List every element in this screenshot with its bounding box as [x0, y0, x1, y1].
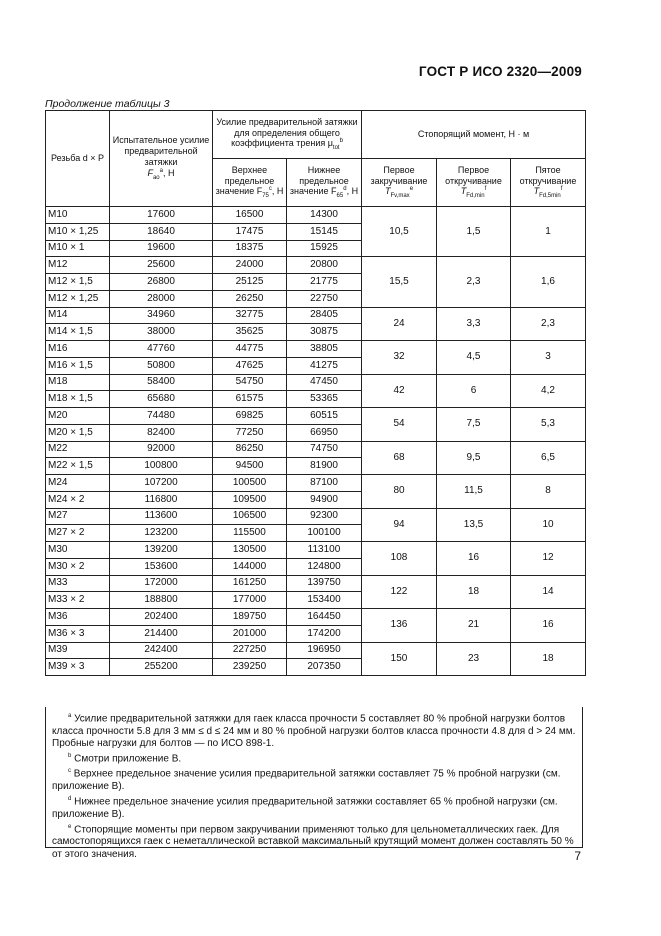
lower-cell: 153400 — [287, 592, 362, 609]
first-on-cell: 122 — [362, 575, 437, 609]
upper-cell: 25125 — [213, 274, 287, 291]
thread-cell: M39 — [46, 642, 110, 659]
first-off-cell: 7,5 — [437, 408, 511, 442]
thread-cell: M39 × 3 — [46, 659, 110, 676]
first-on-cell: 32 — [362, 341, 437, 375]
first-off-cell: 16 — [437, 542, 511, 576]
first-off-cell: 9,5 — [437, 441, 511, 475]
upper-cell: 54750 — [213, 374, 287, 391]
table-row — [46, 441, 586, 458]
test-load-cell: 202400 — [110, 609, 213, 626]
test-load-cell: 17600 — [110, 207, 213, 224]
table-row — [46, 257, 586, 274]
first-on-cell: 24 — [362, 307, 437, 341]
upper-cell: 44775 — [213, 341, 287, 358]
thread-cell: M12 — [46, 257, 110, 274]
first-off-cell: 11,5 — [437, 475, 511, 509]
header-upper: Верхнее предельное значение $F_{75}^c$, Н — [213, 159, 287, 207]
lower-cell: 21775 — [287, 274, 362, 291]
lower-cell: 207350 — [287, 659, 362, 676]
specs-table — [45, 110, 586, 676]
upper-cell: 106500 — [213, 508, 287, 525]
test-load-cell: 92000 — [110, 441, 213, 458]
lower-cell: 28405 — [287, 307, 362, 324]
test-load-cell: 100800 — [110, 458, 213, 475]
thread-cell: M14 — [46, 307, 110, 324]
fifth-off-cell: 18 — [511, 642, 586, 676]
lower-cell: 14300 — [287, 207, 362, 224]
lower-cell: 53365 — [287, 391, 362, 408]
upper-cell: 47625 — [213, 357, 287, 374]
header-torque-group: Стопорящий момент, Н · м — [362, 111, 586, 159]
table-row — [46, 508, 586, 525]
test-load-cell: 123200 — [110, 525, 213, 542]
upper-cell: 109500 — [213, 491, 287, 508]
upper-cell: 115500 — [213, 525, 287, 542]
fifth-off-cell: 10 — [511, 508, 586, 542]
test-load-cell: 242400 — [110, 642, 213, 659]
test-load-cell: 26800 — [110, 274, 213, 291]
first-on-cell: 150 — [362, 642, 437, 676]
test-load-cell: 38000 — [110, 324, 213, 341]
table-row — [46, 609, 586, 626]
footnote-text: Верхнее предельное значение усилия предварительной затяжки составляет 75 % пробной нагрузки (см. приложение В). — [52, 768, 561, 792]
footnote-mark: b — [68, 752, 72, 759]
lower-cell: 124800 — [287, 558, 362, 575]
first-off-cell: 6 — [437, 374, 511, 408]
footnote — [52, 710, 576, 750]
first-off-cell: 3,3 — [437, 307, 511, 341]
first-on-cell: 10,5 — [362, 207, 437, 257]
footnote — [52, 793, 576, 821]
thread-cell: M10 × 1 — [46, 240, 110, 257]
lower-cell: 81900 — [287, 458, 362, 475]
lower-cell: 38805 — [287, 341, 362, 358]
thread-cell: M16 × 1,5 — [46, 357, 110, 374]
thread-cell: M22 × 1,5 — [46, 458, 110, 475]
test-load-cell: 58400 — [110, 374, 213, 391]
table-row — [46, 642, 586, 659]
first-off-cell: 1,5 — [437, 207, 511, 257]
lower-cell: 60515 — [287, 408, 362, 425]
lower-cell: 164450 — [287, 609, 362, 626]
table-row — [46, 207, 586, 224]
test-load-cell: 214400 — [110, 625, 213, 642]
table-row — [46, 341, 586, 358]
upper-cell: 24000 — [213, 257, 287, 274]
test-load-cell: 50800 — [110, 357, 213, 374]
upper-cell: 100500 — [213, 475, 287, 492]
footnote-text: Усилие предварительной затяжки для гаек класса прочности 5 составляет 80 % пробной нагрузки болтов класса прочности 5.8 для 3 мм ≤ d ≤ 24 мм и 80 % пробной нагрузки болтов класса прочности 4.8 для d > 24 мм. Пробные нагрузки для болтов — по ИСО 898-1. — [52, 713, 576, 749]
standard-number: ГОСТ Р ИСО 2320—2009 — [418, 64, 582, 79]
fifth-off-cell: 16 — [511, 609, 586, 643]
first-off-cell: 4,5 — [437, 341, 511, 375]
footnote — [52, 765, 576, 793]
upper-cell: 17475 — [213, 223, 287, 240]
upper-cell: 189750 — [213, 609, 287, 626]
lower-cell: 20800 — [287, 257, 362, 274]
upper-cell: 35625 — [213, 324, 287, 341]
thread-cell: M30 — [46, 542, 110, 559]
fifth-off-cell: 6,5 — [511, 441, 586, 475]
test-load-cell: 172000 — [110, 575, 213, 592]
first-on-cell: 136 — [362, 609, 437, 643]
lower-cell: 196950 — [287, 642, 362, 659]
test-load-cell: 82400 — [110, 424, 213, 441]
thread-cell: M20 × 1,5 — [46, 424, 110, 441]
lower-cell: 92300 — [287, 508, 362, 525]
thread-cell: M27 × 2 — [46, 525, 110, 542]
lower-cell: 100100 — [287, 525, 362, 542]
fifth-off-cell: 1 — [511, 207, 586, 257]
footnote-mark: e — [68, 823, 72, 830]
lower-cell: 87100 — [287, 475, 362, 492]
thread-cell: M18 × 1,5 — [46, 391, 110, 408]
fifth-off-cell: 8 — [511, 475, 586, 509]
header-lower: Нижнее предельное значение $F_{65}^d$, Н — [287, 159, 362, 207]
test-load-cell: 28000 — [110, 290, 213, 307]
lower-cell: 174200 — [287, 625, 362, 642]
upper-cell: 61575 — [213, 391, 287, 408]
first-off-cell: 18 — [437, 575, 511, 609]
first-off-cell: 13,5 — [437, 508, 511, 542]
table-caption: Продолжение таблицы 3 — [45, 98, 170, 110]
thread-cell: M12 × 1,25 — [46, 290, 110, 307]
lower-cell: 47450 — [287, 374, 362, 391]
fifth-off-cell: 14 — [511, 575, 586, 609]
footnote-text: Смотри приложение В. — [71, 753, 182, 765]
footnote — [52, 750, 576, 766]
first-on-cell: 42 — [362, 374, 437, 408]
upper-cell: 161250 — [213, 575, 287, 592]
thread-cell: M12 × 1,5 — [46, 274, 110, 291]
upper-cell: 86250 — [213, 441, 287, 458]
thread-cell: M18 — [46, 374, 110, 391]
test-load-cell: 188800 — [110, 592, 213, 609]
upper-cell: 94500 — [213, 458, 287, 475]
thread-cell: M36 — [46, 609, 110, 626]
upper-cell: 16500 — [213, 207, 287, 224]
table-row — [46, 542, 586, 559]
fifth-off-cell: 5,3 — [511, 408, 586, 442]
test-load-cell: 19600 — [110, 240, 213, 257]
footnote-mark: a — [68, 713, 72, 719]
lower-cell: 15145 — [287, 223, 362, 240]
footnote-text: Нижнее предельное значение усилия предварительной затяжки составляет 65 % пробной нагрузки (см. приложение В). — [52, 796, 558, 820]
footnotes — [45, 707, 583, 860]
thread-cell: M20 — [46, 408, 110, 425]
first-on-cell: 94 — [362, 508, 437, 542]
table-body — [46, 207, 586, 676]
lower-cell: 15925 — [287, 240, 362, 257]
thread-cell: M24 × 2 — [46, 491, 110, 508]
lower-cell: 30875 — [287, 324, 362, 341]
test-load-cell: 34960 — [110, 307, 213, 324]
fifth-off-cell: 1,6 — [511, 257, 586, 307]
test-load-cell: 255200 — [110, 659, 213, 676]
first-on-cell: 54 — [362, 408, 437, 442]
fifth-off-cell: 3 — [511, 341, 586, 375]
fifth-off-cell: 12 — [511, 542, 586, 576]
table-row — [46, 307, 586, 324]
header-first-off: Первое откручивание $T_{Fd,min}^f$ — [437, 159, 511, 207]
thread-cell: M36 × 3 — [46, 625, 110, 642]
thread-cell: M33 × 2 — [46, 592, 110, 609]
table-row — [46, 475, 586, 492]
first-off-cell: 2,3 — [437, 257, 511, 307]
thread-cell: M30 × 2 — [46, 558, 110, 575]
page-number: 7 — [574, 849, 581, 863]
thread-cell: M14 × 1,5 — [46, 324, 110, 341]
first-off-cell: 23 — [437, 642, 511, 676]
table-row — [46, 374, 586, 391]
footnote-mark: c — [68, 768, 71, 775]
upper-cell: 239250 — [213, 659, 287, 676]
upper-cell: 227250 — [213, 642, 287, 659]
header-thread: Резьба d × P — [46, 111, 110, 207]
footnote-mark: d — [68, 796, 72, 803]
test-load-cell: 116800 — [110, 491, 213, 508]
upper-cell: 77250 — [213, 424, 287, 441]
upper-cell: 177000 — [213, 592, 287, 609]
test-load-cell: 107200 — [110, 475, 213, 492]
first-on-cell: 15,5 — [362, 257, 437, 307]
test-load-cell: 153600 — [110, 558, 213, 575]
first-on-cell: 80 — [362, 475, 437, 509]
lower-cell: 66950 — [287, 424, 362, 441]
lower-cell: 94900 — [287, 491, 362, 508]
lower-cell: 22750 — [287, 290, 362, 307]
header-preload-group: Усилие предварительной затяжки для определения общего коэффициента трения $\mu_{tot}^b$ — [213, 111, 362, 159]
first-on-cell: 68 — [362, 441, 437, 475]
thread-cell: M33 — [46, 575, 110, 592]
first-off-cell: 21 — [437, 609, 511, 643]
header-fifth-off: Пятое откручивание $T_{Fd,5min}^f$ — [511, 159, 586, 207]
test-load-cell: 47760 — [110, 341, 213, 358]
table-row — [46, 575, 586, 592]
first-on-cell: 108 — [362, 542, 437, 576]
upper-cell: 26250 — [213, 290, 287, 307]
fifth-off-cell: 4,2 — [511, 374, 586, 408]
test-load-cell: 65680 — [110, 391, 213, 408]
header-first-on: Первое закручивание $T_{Fv,max}^e$ — [362, 159, 437, 207]
lower-cell: 41275 — [287, 357, 362, 374]
thread-cell: M27 — [46, 508, 110, 525]
upper-cell: 130500 — [213, 542, 287, 559]
header-test-load: Испытательное усилие предварительной затяжки $F_{ao}^a$, Н — [110, 111, 213, 207]
lower-cell: 74750 — [287, 441, 362, 458]
test-load-cell: 113600 — [110, 508, 213, 525]
test-load-cell: 139200 — [110, 542, 213, 559]
upper-cell: 144000 — [213, 558, 287, 575]
thread-cell: M16 — [46, 341, 110, 358]
thread-cell: M10 — [46, 207, 110, 224]
fifth-off-cell: 2,3 — [511, 307, 586, 341]
footnote-text: Стопорящие моменты при первом закручивании применяют только для цельнометаллических гаек. Для самостопорящихся гаек с неметаллической вставкой максимальный крутящий момент должен составлять 50 % от этого значения. — [52, 824, 574, 860]
lower-cell: 139750 — [287, 575, 362, 592]
thread-cell: M24 — [46, 475, 110, 492]
table-row — [46, 408, 586, 425]
test-load-cell: 74480 — [110, 408, 213, 425]
upper-cell: 201000 — [213, 625, 287, 642]
lower-cell: 113100 — [287, 542, 362, 559]
thread-cell: M22 — [46, 441, 110, 458]
thread-cell: M10 × 1,25 — [46, 223, 110, 240]
upper-cell: 69825 — [213, 408, 287, 425]
footnote — [52, 821, 576, 861]
test-load-cell: 25600 — [110, 257, 213, 274]
upper-cell: 32775 — [213, 307, 287, 324]
test-load-cell: 18640 — [110, 223, 213, 240]
upper-cell: 18375 — [213, 240, 287, 257]
